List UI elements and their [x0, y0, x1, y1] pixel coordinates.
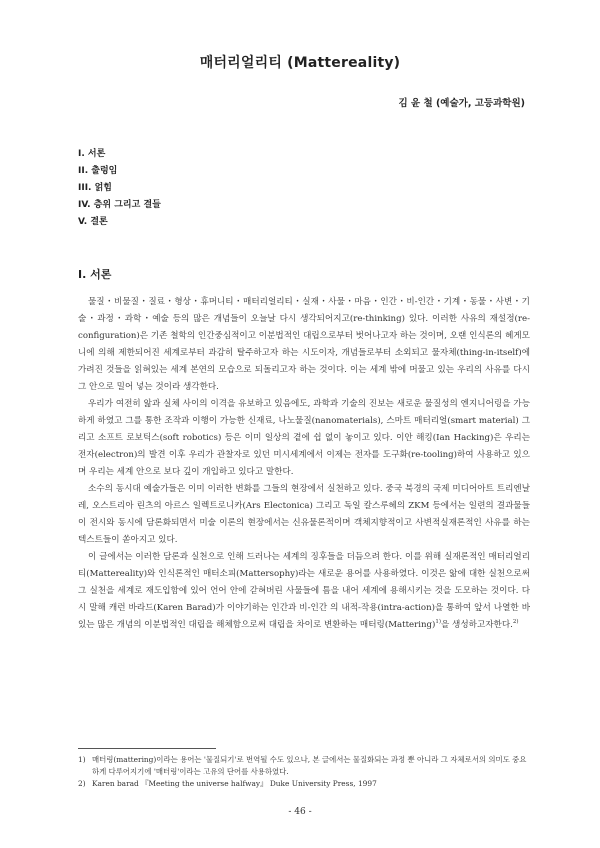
paragraph-1: 물질・비물질・질료・형상・휴머니티・매터리얼리티・실재・사물・마음・인간・비-인간・기계・동물・사변・기술・과정・과학・예술 등의 많은 개념들이 오늘날 다시 생각되어지고(re-thinking) 있다. 이러한 사유의 재설정(re-configuration)은 기존 철학의 인간중심적이고 이분법적인 대립으로부터 벗어나고자 하는 것이며, 오랜 인식론의 헤게모니에 의해 제한되어진 세계로부터 과감히 탈주하고자 하는 시도이자, 개념들로부터 소외되고 물자체(thing-in-itself)에 가려진 것들을 읽혀있는 세계 본연의 모습으로 되돌리고자 하는 것이다. 이는 세계 밖에 머물고 있는 우리의 사유를 다시 그 안으로 밀어 넣는 것이라 생각한다. — [78, 297, 530, 392]
footnote-text: Karen barad 『Meeting the universe halfway』 Duke University Press, 1997 — [92, 779, 377, 788]
toc-item-entanglement[interactable]: III. 얽힘 — [78, 183, 112, 193]
toc-item-layers-and-grains[interactable]: IV. 층위 그리고 결들 — [78, 200, 161, 210]
footnote-number: 1) — [78, 755, 86, 764]
footnote-ref-1[interactable]: 1) — [435, 619, 442, 626]
footnote-1 — [78, 754, 530, 778]
table-of-contents — [78, 146, 161, 231]
paragraph-4-text: 이 글에서는 이러한 담론과 실천으로 인해 드러나는 세계의 징후들을 더듬으려 한다. 이를 위해 실재론적인 매터리얼리티(Mattereality)와 인식론적인 매터소피(Mattersophy)라는 새로운 용어를 사용하였다. 이것은 앎에 대한 실천으로써 그 실천을 세계로 재도입함에 있어 언어 안에 갇혀버린 사물들에 틈을 내어 세계에 용해시키는 것을 도모하는 것이다. 다시 말해 캐런 바라드(Karen Barad)가 이야기하는 인간과 비-인간 의 내적-작용(intra-action)을 통하여 앞서 나열한 바 있는 많은 개념의 이분법적인 대립을 해체함으로써 대립을 차이로 변환하는 매터링(Mattering) — [78, 552, 530, 630]
section-heading-introduction: I. 서론 — [78, 268, 112, 281]
footnote-ref-2[interactable]: 2) — [512, 619, 519, 626]
footnote-divider — [78, 748, 216, 749]
footnote-text: 매터링(mattering)이라는 용어는 '물질되기'로 번역될 수도 있으나, 본 글에서는 물질화되는 과정 뿐 아니라 그 자체로서의 의미도 중요하게 다루어지기에 '매터링'이라는 고유의 단어를 사용하였다. — [92, 755, 527, 776]
author-line: 김 윤 철 (예술가, 고등과학원) — [398, 98, 525, 109]
paragraph-2: 우리가 여전히 앎과 실체 사이의 이격을 유보하고 있음에도, 과학과 기술의 진보는 새로운 물질성의 엔지니어링을 가능하게 하였고 그를 통한 조작과 이행이 가능한 신재료, 나노물질(nanomaterials), 스마트 매터리얼(smart material) 그리고 소프트 로보틱스(soft robotics) 등은 이미 일상의 곁에 쉽 없이 놓이고 있다. 이안 해킹(Ian Hacking)은 우리는 전자(electron)의 발견 이후 우리가 관찰자로 있던 미시세계에서 이제는 전자를 도구화(re-tooling)하여 사용하고 있으며 우리는 세계 안으로 보다 깊이 개입하고 있다고 말한다. — [78, 399, 530, 477]
footnote-2 — [78, 778, 530, 790]
page-number: - 46 - — [288, 807, 312, 817]
toc-item-fluctuation[interactable]: II. 출렁임 — [78, 166, 118, 176]
paragraph-3: 소수의 동시대 예술가들은 이미 이러한 변화를 그들의 현장에서 실천하고 있다. 중국 북경의 국제 미디어아트 트리엔날레, 오스트리아 린츠의 아르스 일렉트로니카(Ars Electonica) 그리고 독일 칼스루헤의 ZKM 등에서는 일련의 결과물들이 전시와 동시에 담론화되면서 미술 이론의 현장에서는 신유물론적이며 객체지향적이고 사변적실재론적인 사유를 하는 텍스트들이 쏟아지고 있다. — [78, 484, 530, 545]
section-body — [78, 294, 530, 634]
footnotes — [78, 754, 530, 790]
paragraph-4 — [78, 549, 530, 634]
toc-item-conclusion[interactable]: V. 결론 — [78, 217, 108, 227]
toc-item-introduction[interactable]: I. 서론 — [78, 149, 106, 159]
paragraph-4-tail: 을 생성하고자한다. — [441, 620, 513, 630]
paper-title: 매터리얼리티 (Mattereality) — [199, 55, 401, 71]
footnote-number: 2) — [78, 779, 86, 788]
